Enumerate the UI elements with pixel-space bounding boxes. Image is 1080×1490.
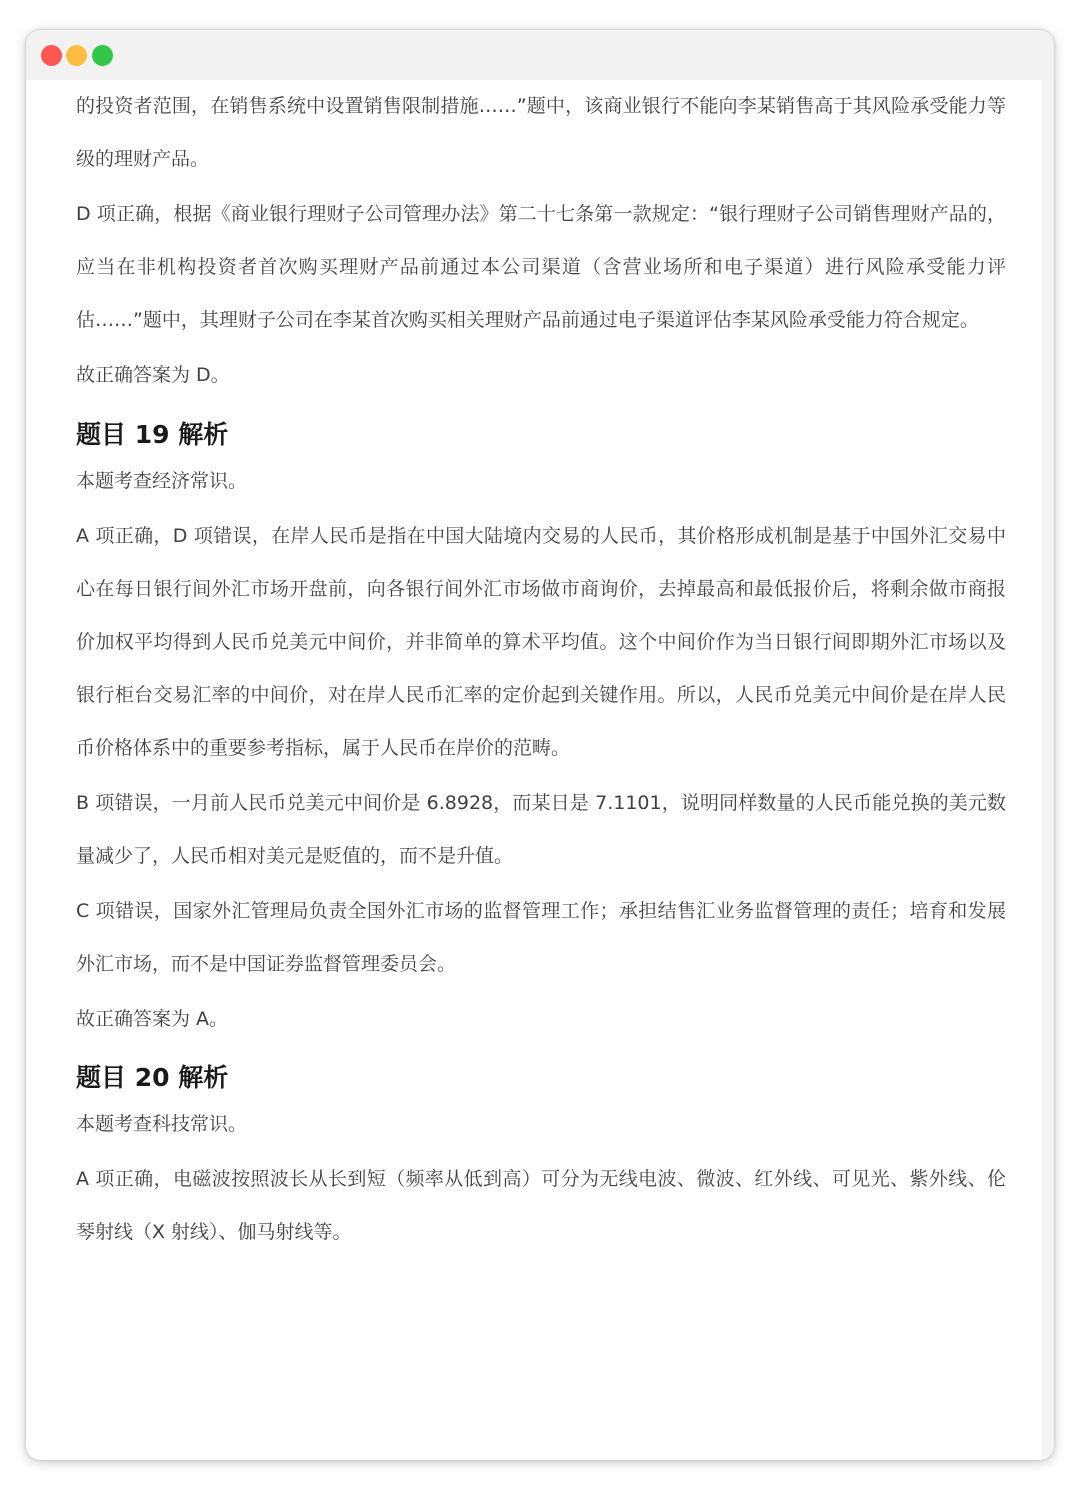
paragraph-answer-d: 故正确答案为 D。 bbox=[76, 364, 230, 386]
close-window-button[interactable] bbox=[41, 45, 62, 66]
window-titlebar bbox=[26, 30, 1054, 80]
question-19-heading: 题目 19 解析 bbox=[76, 420, 229, 449]
paragraph-q20-option-a: A 项正确，电磁波按照波长从长到短（频率从低到高）可分为无线电波、微波、红外线、可见光、紫外线、伦琴射线（X 射线）、伽马射线等。 bbox=[76, 1168, 1006, 1243]
paragraph-q19-option-b: B 项错误，一月前人民币兑美元中间价是 6.8928，而某日是 7.1101，说明同样数量的人民币能兑换的美元数量减少了，人民币相对美元是贬值的，而不是升值。 bbox=[76, 792, 1006, 867]
paragraph-q19-answer: 故正确答案为 A。 bbox=[76, 1008, 229, 1030]
question-20-heading: 题目 20 解析 bbox=[76, 1063, 229, 1092]
document-body bbox=[76, 80, 1006, 1261]
app-window bbox=[26, 30, 1054, 1460]
paragraph-q20-topic: 本题考查科技常识。 bbox=[76, 1113, 248, 1135]
paragraph-option-d: D 项正确，根据《商业银行理财子公司管理办法》第二十七条第一款规定：“银行理财子公司销售理财产品的，应当在非机构投资者首次购买理财产品前通过本公司渠道（含营业场所和电子渠道）进行风险承受能力评估……”题中，其理财子公司在李某首次购买相关理财产品前通过电子渠道评估李某风险承受能力符合规定。 bbox=[76, 203, 1006, 331]
paragraph-q19-topic: 本题考查经济常识。 bbox=[76, 470, 248, 492]
minimize-window-button[interactable] bbox=[66, 45, 87, 66]
paragraph-q19-option-a-d: A 项正确，D 项错误，在岸人民币是指在中国大陆境内交易的人民币，其价格形成机制是基于中国外汇交易中心在每日银行间外汇市场开盘前，向各银行间外汇市场做市商询价，去掉最高和最低报价后，将剩余做市商报价加权平均得到人民币兑美元中间价，并非简单的算术平均值。这个中间价作为当日银行间即期外汇市场以及银行柜台交易汇率的中间价，对在岸人民币汇率的定价起到关键作用。所以，人民币兑美元中间价是在岸人民币价格体系中的重要参考指标，属于人民币在岸价的范畴。 bbox=[76, 525, 1006, 759]
paragraph-q19-option-c: C 项错误，国家外汇管理局负责全国外汇市场的监督管理工作；承担结售汇业务监督管理的责任；培育和发展外汇市场，而不是中国证券监督管理委员会。 bbox=[76, 900, 1006, 975]
scrollbar-track[interactable] bbox=[1042, 80, 1054, 1460]
maximize-window-button[interactable] bbox=[92, 45, 113, 66]
paragraph-continued-answer: 的投资者范围，在销售系统中设置销售限制措施……”题中，该商业银行不能向李某销售高于其风险承受能力等级的理财产品。 bbox=[76, 95, 1006, 170]
